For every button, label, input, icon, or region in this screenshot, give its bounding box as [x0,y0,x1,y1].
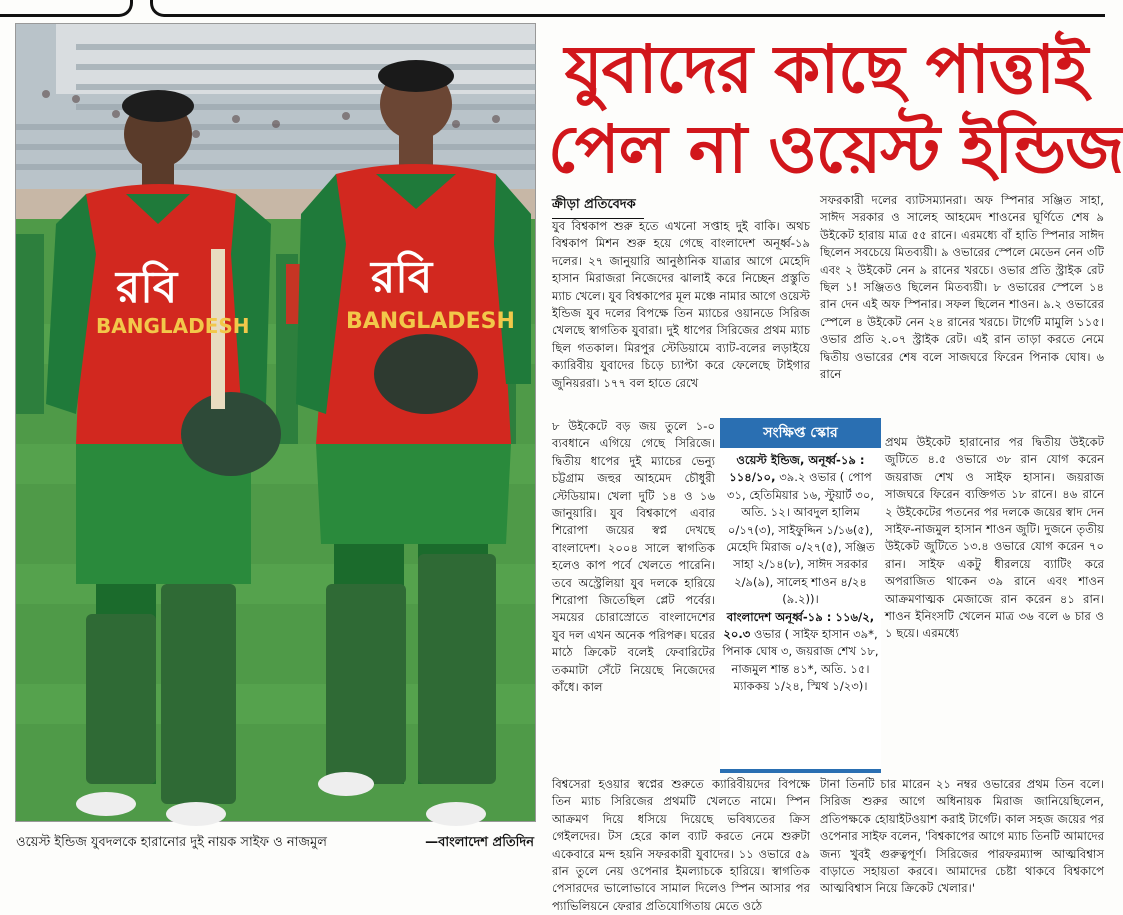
scorecard-bd-heading: বাংলাদেশ অনূর্ধ্ব-১৯ : ১১৬/২, ২০.৩ [723,609,875,642]
article-bottom-1 [552,776,810,913]
article-column-2b [885,434,1104,770]
article-text-col1: যুব বিশ্বকাপ শুরু হতে এখনো সপ্তাহ দুই বাকি। অথচ বিশ্বকাপ মিশন শুরু হয়ে গেছে বাংলাদেশ অনূর্ধ্ব-১৯ দলের। ২৭ জানুয়ারি আনুষ্ঠানিক যাত্রার আগে মেহেদি হাসান মিরাজরা নিজেদের ঝালাই করে নিচ্ছেন প্রস্তুতি ম্যাচ খেলে। যুব বিশ্বকাপের মূল মঞ্চে নামার আগে ওয়েস্ট ইন্ডিজ যুব দলের বিপক্ষে তিন ম্যাচের ওয়ানডে সিরিজ খেলছে স্বাগতিক যুবারা। দুই ধাপের সিরিজের প্রথম ম্যাচ ছিল গতকাল। মিরপুর স্টেডিয়ামে ব্যাট-বলের লড়াইয়ে ক্যারিবীয় যুবাদের চিড়ে চ্যাপ্টা করে ফেলেছে টাইগার জুনিয়ররা। ১৭৭ বল হাতে রেখে [552,219,810,390]
article-column-2 [820,192,1104,434]
article-text-col2: সফরকারী দলের ব্যাটসম্যানরা। অফ স্পিনার সঞ্জিত সাহা, সাঈদ সরকার ও সালেহ আহমেদ শাওনের ঘূর্ণিতে শেষ ৯ উইকেট হারায় মাত্র ৫৫ রানে। এরমধ্যে বাঁ হাতি স্পিনার সাঈদ ছিলেন সবচেয়ে মিতব্যয়ী। ৯ ওভারের স্পেলে মেডেন নেন ৩টি এবং ২ উইকেট নেন ৯ রানের খরচে। ওভার প্রতি স্ট্রাইক রেট ছিল ১! সঞ্জিতও ছিলেন মিতব্যয়ী। ৮ ওভারের স্পেলে ১৪ রান দেন এই অফ স্পিনার। সফল ছিলেন শাওন। ৯.২ ওভারের স্পেলে ৪ উইকেট নেন ২৪ রানের খরচে। টার্গেট মামুলি ১১৫। ওভার প্রতি ২.০৭ স্ট্রাইক রেট। এই রান তাড়া করতে নেমে দ্বিতীয় ওভারের শেষ বলে সাজঘরে ফিরেন পিনাক ঘোষ। ৬ রানে [820,193,1104,382]
article-bottom-2 [820,776,1104,896]
news-photo [15,23,536,822]
scorecard-wi-details: ৩৯.২ ওভার ( পোপ ৩১, হেতিমিয়ার ১৬, স্টুয়ার্ট ৩০, অতি. ১২। আবদুল হালিম ০/১৭(৩), সাইফুদ্দিন ১/১৬(৫), মেহেদি মিরাজ ০/২৭(৫), সঞ্জিত সাহা ২/১৪(৮), সাঈদ সরকার ২/৯(৯), সালেহ শাওন ৪/২৪ (৯.২))। [726,470,875,607]
byline [552,195,644,219]
jersey-text-left: BANGLADESH [96,314,250,338]
photo-credit: —বাংলাদেশ প্রতিদিন [425,835,534,850]
headline [548,30,1123,190]
scorecard-bd-details: ওভার ( সাইফ হাসান ৩৯*, পিনাক ঘোষ ৩, জয়রাজ শেখ ১৮, নাজমুল শান্ত ৪১*, অতি. ১৫। ম্যাককয় ১/২৪, স্মিথ ১/২৩)। [722,627,879,694]
byline-text: ক্রীড়া প্রতিবেদক [552,197,636,212]
jersey-brand-right: রবি [371,252,433,303]
headline-line-2: পেল না ওয়েস্ট ইন্ডিজ [548,111,1123,188]
article-text-bottom1: বিশ্বসেরা হওয়ার স্বপ্নের শুরুতে ক্যারিবীয়দের বিপক্ষে তিন ম্যাচ সিরিজের প্রথমটি খেলতে নামে। স্পিন আক্রমণ দিয়ে ধসিয়ে দিয়েছে ভবিষ্যতের ক্রিস গেইলদের। টস হেরে কাল ব্যাট করতে নেমে শুরুটা একেবারে মন্দ হয়নি সফরকারী যুবাদের। ১১ ওভারে ৫৯ রান তুলে নেয় ওপেনার ইমল্যাচকে হারিয়ে। স্বাগতিক পেসারদের ভালোভাবে সামাল দিলেও স্পিন আসার পর প্যাভিলিয়নে ফেরার প্রতিযোগিতায় মেতে ওঠে [552,777,810,913]
article-column-1b [552,418,715,776]
article-text-col2b: প্রথম উইকেট হারানোর পর দ্বিতীয় উইকেট জুটিতে ৪.৫ ওভারে ৩৮ রান যোগ করেন জয়রাজ শেখ ও সাইফ হাসান। জয়রাজ সাজঘরে ফিরেন ব্যক্তিগত ১৮ রানে। ৪৬ রানে ২ উইকেটের পতনের পর দলকে জয়ের স্বাদ দেন সাইফ-নাজমুল হাসান শাওন জুটি। দুজনে তৃতীয় উইকেট জুটিতে ১৩.৪ ওভারে যোগ করেন ৭০ রান। সাইফ একটু ধীরলয়ে ব্যাটিং করে অপরাজিত থাকেন ৩৯ রানে এবং শাওন আক্রমণাত্মক মেজাজে রান করেন ৪১ রান। শাওন ইনিংসটি খেলেন মাত্র ৩৬ বলে ৬ চার ও ১ ছয়ে। এরমধ্যে [885,435,1104,641]
page-top-rule [0,0,1110,22]
caption-text: ওয়েস্ট ইন্ডিজ যুবদলকে হারানোর দুই নায়ক সাইফ ও নাজমুল [16,835,327,850]
scorecard-title: সংক্ষিপ্ত স্কোর [720,418,881,448]
jersey-brand-left: রবি [116,262,178,313]
headline-line-1: যুবাদের কাছে পাত্তাই [564,31,1088,108]
top-rule-right [150,0,1105,17]
scorecard-bottom-rule [720,769,881,773]
article-text-col1b: ৮ উইকেটে বড় জয় তুলে ১-০ ব্যবধানে এগিয়ে গেছে সিরিজে। দ্বিতীয় ধাপের দুই ম্যাচের ভেন্যু চট্টগ্রাম জহুর আহমেদ চৌধুরী স্টেডিয়াম। খেলা দুটি ১৪ ও ১৬ জানুয়ারি। যুব বিশ্বকাপে এবার শিরোপা জয়ের স্বপ্ন দেখছে বাংলাদেশ। ২০০৪ সালে স্বাগতিক হলেও কাপ পর্বে খেলতে পারেনি। তবে অস্ট্রেলিয়া যুব দলকে হারিয়ে শিরোপা জিতেছিল প্লেট পর্বের। সময়ের চোরাস্রোতে বাংলাদেশের যুব দল এখন অনেক পরিপক্ব। ঘরের মাঠে ক্রিকেট বলেই ফেবারিটের তকমাটা সেঁটে নিয়েছে নিজেদের কাঁধে। কাল [552,419,715,695]
jersey-text-right: BANGLADESH [346,309,515,334]
article-text-bottom2: টানা তিনটি চার মারেন ২১ নম্বর ওভারের প্রথম তিন বলে। সিরিজ শুরুর আগে অধিনায়ক মিরাজ জানিয়েছিলেন, প্রতিপক্ষকে হোয়াইটওয়াশ করাই টার্গেট। কাল সহজ জয়ের পর ওপেনার সাইফ বলেন, 'বিশ্বকাপের আগে ম্যাচ তিনটি আমাদের জন্য খুবই গুরুত্বপূর্ণ। সিরিজের পারফরম্যান্স আত্মবিশ্বাস বাড়াতে সহায়তা করবে। আমাদের চেষ্টা থাকবে বিশ্বকাপে আত্মবিশ্বাস নিয়ে ক্রিকেট খেলার।' [820,777,1104,896]
scorecard-wi-heading: ওয়েস্ট ইন্ডিজ, অনূর্ধ্ব-১৯ : ১১৪/১০, [729,453,865,485]
top-rule-left [0,0,133,17]
scorecard-body [720,448,881,696]
photo-caption [16,833,534,855]
scorecard-box [720,418,881,773]
